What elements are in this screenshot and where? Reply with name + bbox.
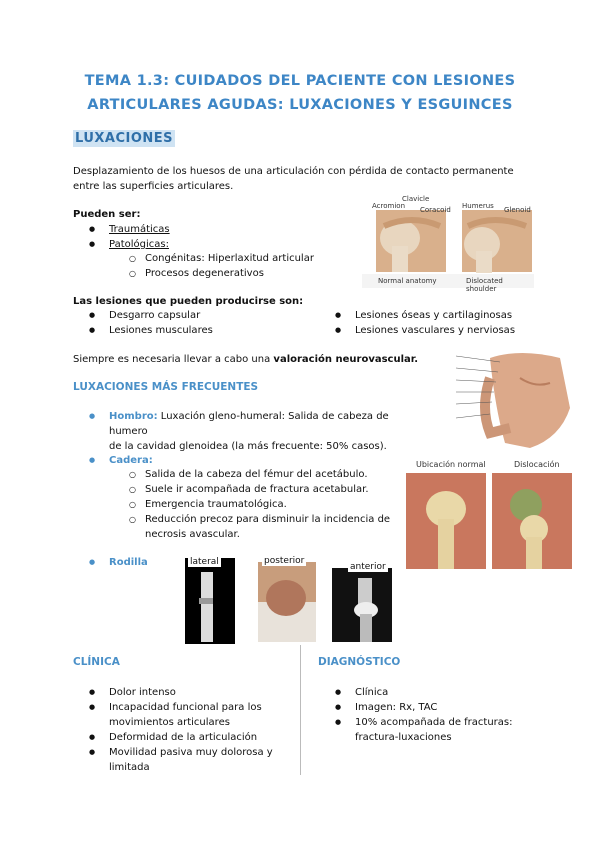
label-posterior: posterior xyxy=(264,556,305,566)
cadera-sublist xyxy=(145,467,405,542)
list-item: ● Lesiones vasculares y nerviosas xyxy=(355,323,515,338)
list-item xyxy=(355,715,545,745)
caption-ubicacion-normal: Ubicación normal xyxy=(416,460,486,469)
knee-xray-anterior xyxy=(332,568,392,642)
list-item: ● Desgarro capsular xyxy=(109,308,213,323)
list-item xyxy=(109,745,289,775)
list-item: ● Lesiones óseas y cartilaginosas xyxy=(355,308,515,323)
caption-dislocacion: Dislocación xyxy=(514,460,560,469)
pueden-ser-label: Pueden ser: xyxy=(73,209,141,220)
list-item: ○ Reducción precoz para disminuir la incidencia de xyxy=(145,512,405,527)
item-text: Dolor intenso xyxy=(109,687,176,698)
hombro-text2: de la cavidad glenoidea (la más frecuente: 50% casos). xyxy=(109,441,387,452)
section-heading-frecuentes: LUXACIONES MÁS FRECUENTES xyxy=(73,381,259,393)
list-item xyxy=(109,730,289,745)
valoracion-text xyxy=(73,352,418,367)
definition-line2: entre las superficies articulares. xyxy=(73,181,234,192)
list-item: ○ Emergencia traumatológica. xyxy=(145,497,405,512)
caption-normal-anatomy: Normal anatomy xyxy=(378,277,437,285)
item-text: Incapacidad funcional para los xyxy=(109,702,262,713)
bullet-dot: ● xyxy=(89,456,96,464)
item-text: Clínica xyxy=(355,687,389,698)
knee-xray-lateral xyxy=(185,558,235,644)
list-item: ● Patológicas: xyxy=(109,237,170,252)
label-glenoid: Glenoid xyxy=(504,206,531,214)
patologicas-sublist xyxy=(145,251,314,281)
label-coracoid: Coracoid xyxy=(420,206,451,214)
valoracion-bold: valoración neurovascular. xyxy=(273,354,419,365)
item-text: Movilidad pasiva muy dolorosa y xyxy=(109,747,273,758)
item-text: 10% acompañada de fracturas: xyxy=(355,717,513,728)
hombro-label: Hombro: xyxy=(109,411,158,422)
caption-dislocated-shoulder: Dislocated shoulder xyxy=(466,277,503,293)
clinica-list xyxy=(109,685,289,775)
list-item xyxy=(109,685,289,700)
list-item: ○ Salida de la cabeza del fémur del acetábulo. xyxy=(145,467,405,482)
item-text: Deformidad de la articulación xyxy=(109,732,258,743)
item-text: fractura-luxaciones xyxy=(355,732,452,743)
cadera-item xyxy=(89,453,153,468)
list-item: ○ Congénitas: Hiperlaxitud articular xyxy=(145,251,314,266)
rodilla-label: Rodilla xyxy=(109,557,148,568)
label-humerus: Humerus xyxy=(462,202,494,210)
types-list xyxy=(109,222,170,252)
label-clavicle: Clavicle xyxy=(402,195,430,203)
label-lateral: lateral xyxy=(190,557,219,567)
section-heading-diagnostico: DIAGNÓSTICO xyxy=(318,656,401,668)
list-item: ○ Procesos degenerativos xyxy=(145,266,314,281)
hombro-item xyxy=(89,409,429,454)
column-divider xyxy=(300,645,301,775)
page-title-line2: ARTICULARES AGUDAS: LUXACIONES Y ESGUINCES xyxy=(87,97,513,113)
section-heading-clinica: CLÍNICA xyxy=(73,656,120,668)
list-item xyxy=(355,700,545,715)
knee-photo-posterior xyxy=(258,562,316,642)
item-text: Imagen: Rx, TAC xyxy=(355,702,438,713)
section-heading-luxaciones: LUXACIONES xyxy=(75,131,174,146)
bullet-dot: ● xyxy=(89,412,96,420)
lesiones-right-list xyxy=(355,308,515,338)
list-item: ● Lesiones musculares xyxy=(109,323,213,338)
list-item-continuation: necrosis avascular. xyxy=(145,529,240,540)
list-item xyxy=(109,700,289,730)
item-text: movimientos articulares xyxy=(109,717,230,728)
lesiones-heading: Las lesiones que pueden producirse son: xyxy=(73,296,304,307)
list-item: ○ Suele ir acompañada de fractura acetabular. xyxy=(145,482,405,497)
shoulder-dislocation-figure xyxy=(362,195,534,293)
item-text: limitada xyxy=(109,762,150,773)
definition-line1: Desplazamiento de los huesos de una articulación con pérdida de contacto permanente xyxy=(73,166,514,177)
list-item: ● Traumáticas xyxy=(109,222,170,237)
label-acromion: Acromion xyxy=(372,202,406,210)
bullet-dot: ● xyxy=(89,558,96,566)
rodilla-item xyxy=(89,555,148,570)
cadera-label: Cadera: xyxy=(109,455,153,466)
shoulder-anatomy-illustration xyxy=(450,348,572,460)
hombro-text1: Luxación gleno-humeral: Salida de cabeza de humero xyxy=(109,411,389,437)
diagnostico-list xyxy=(355,685,545,745)
list-item xyxy=(355,685,545,700)
hip-dislocation-figure xyxy=(406,459,572,569)
valoracion-pre: Siempre es necesaria llevar a cabo una xyxy=(73,354,274,365)
label-anterior: anterior xyxy=(350,562,386,572)
lesiones-left-list xyxy=(109,308,213,338)
page-title-line1: TEMA 1.3: CUIDADOS DEL PACIENTE CON LESIONES xyxy=(84,73,516,89)
